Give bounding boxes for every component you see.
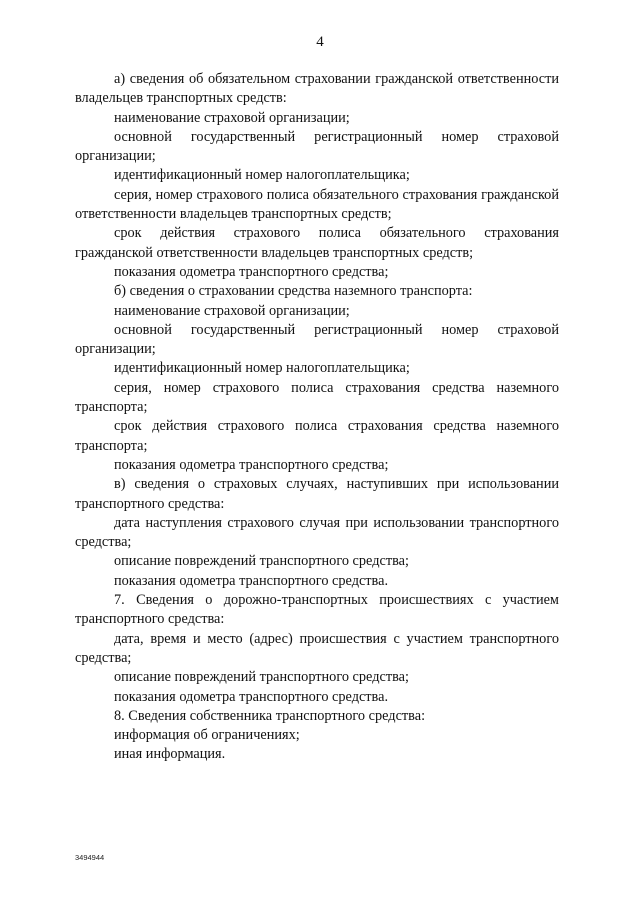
- paragraph: 7. Сведения о дорожно-транспортных происшествиях с участием транспортного средства:: [75, 592, 559, 628]
- paragraph: описание повреждений транспортного средства;: [114, 669, 409, 686]
- paragraph: идентификационный номер налогоплательщика;: [114, 167, 410, 184]
- paragraph: дата, время и место (адрес) происшествия с участием транспортного средства;: [75, 630, 559, 666]
- paragraph: срок действия страхового полиса страхования средства наземного транспорта;: [75, 418, 559, 454]
- paragraph: иная информация.: [114, 746, 226, 763]
- document-code: 3494944: [75, 853, 105, 862]
- paragraph: серия, номер страхового полиса обязательного страхования гражданской ответственности владельцев транспортных средств;: [75, 186, 559, 223]
- paragraph: серия, номер страхового полиса страхования средства наземного транспорта;: [75, 379, 559, 416]
- paragraph: в) сведения о страховых случаях, наступивших при использовании транспортного средства:: [75, 476, 559, 512]
- paragraph: наименование страховой организации;: [114, 109, 350, 126]
- paragraph: наименование страховой организации;: [114, 302, 350, 319]
- paragraph: основной государственный регистрационный номер страховой организации;: [75, 321, 559, 358]
- paragraph: идентификационный номер налогоплательщика;: [114, 360, 410, 377]
- paragraph: информация об ограничениях;: [114, 727, 300, 744]
- paragraph: а) сведения об обязательном страховании гражданской ответственности владельцев транспортных средств:: [75, 71, 559, 107]
- paragraph: показания одометра транспортного средства.: [114, 688, 389, 705]
- paragraph: основной государственный регистрационный номер страховой организации;: [75, 128, 559, 165]
- paragraph: показания одометра транспортного средства.: [114, 572, 389, 589]
- document-body: [75, 70, 559, 765]
- paragraph: дата наступления страхового случая при использовании транспортного средства;: [75, 514, 559, 551]
- paragraph: описание повреждений транспортного средства;: [114, 553, 409, 570]
- page-number: 4: [316, 34, 324, 50]
- paragraph: показания одометра транспортного средства;: [114, 263, 389, 280]
- paragraph: срок действия страхового полиса обязательного страхования гражданской ответственности владельцев транспортных средств;: [75, 225, 559, 261]
- paragraph: б) сведения о страховании средства наземного транспорта:: [114, 283, 473, 300]
- paragraph: 8. Сведения собственника транспортного средства:: [114, 707, 426, 724]
- paragraph: показания одометра транспортного средства;: [114, 456, 389, 473]
